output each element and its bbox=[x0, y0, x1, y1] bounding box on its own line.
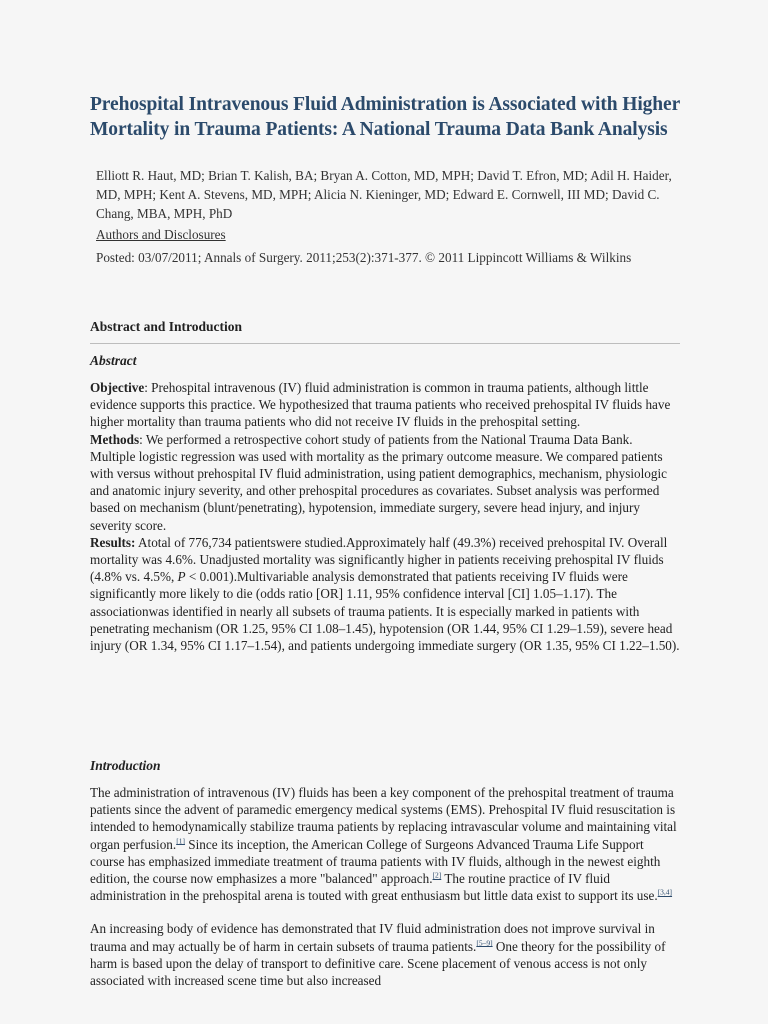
article-title: Prehospital Intravenous Fluid Administration is Associated with Higher Mortality in Trauma Patients: A National Trauma Data Bank Analysis bbox=[90, 94, 680, 140]
intro-p1-text-c: The routine practice of IV fluid administration in the prehospital arena is touted with great enthusiasm but little data exist to support its use. bbox=[90, 871, 658, 904]
methods-label: Methods bbox=[90, 431, 140, 447]
abstract-results bbox=[90, 534, 680, 654]
intro-p1-text-a: The administration of intravenous (IV) fluids has been a key component of the prehospital treatment of trauma patients since the advent of paramedic emergency medical systems (EMS). Prehospital IV fluid resuscitation is intended to hemodynamically stabilize trauma patients by replacing intravascular volume and maintaining vital organ perfusion. bbox=[90, 785, 677, 852]
intro-paragraph-2 bbox=[90, 920, 680, 989]
publication-info: Posted: 03/07/2011; Annals of Surgery. 2011;253(2):371-377. © 2011 Lippincott Williams & Wilkins bbox=[96, 250, 632, 265]
section-divider bbox=[90, 343, 680, 344]
introduction-body bbox=[90, 784, 680, 1005]
reference-link-1[interactable]: [1] bbox=[176, 836, 185, 846]
results-text-part2: < 0.001).Multivariable analysis demonstrated that patients receiving IV fluids were significantly more likely to die (odds ratio [OR] 1.11, 95% confidence interval [CI] 1.05–1.17). The associationwas identified in nearly all subsets of trauma patients. It is especially marked in patients with penetrating mechanism (OR 1.25, 95% CI 1.08–1.45), hypotension (OR 1.44, 95% CI 1.29–1.59), severe head injury (OR 1.34, 95% CI 1.17–1.54), and patients undergoing immediate surgery (OR 1.35, 95% CI 1.22–1.50). bbox=[90, 569, 680, 654]
intro-p2-text-a: An increasing body of evidence has demonstrated that IV fluid administration does not improve survival in trauma and may actually be of harm in certain subsets of trauma patients. bbox=[90, 921, 655, 954]
objective-label: Objective bbox=[90, 380, 145, 395]
intro-paragraph-1 bbox=[90, 784, 680, 904]
introduction-heading: Introduction bbox=[90, 758, 161, 773]
methods-text: : We performed a retrospective cohort study of patients from the National Trauma Data Bank. Multiple logistic regression was used with mortality as the primary outcome measure. We compared patients with versus without prehospital IV fluid administration, using patient demographics, mechanism, physiologic and anatomic injury severity, and other prehospital procedures as covariates. Subset analysis was performed based on mechanism (blunt/penetrating), hypotension, immediate surgery, severe head injury, and injury severity score. bbox=[90, 431, 667, 533]
abstract-heading: Abstract bbox=[90, 353, 137, 368]
reference-link-5-9[interactable]: [5–9] bbox=[476, 938, 493, 948]
abstract-objective bbox=[90, 379, 680, 431]
reference-link-3-4[interactable]: [3,4] bbox=[657, 887, 673, 897]
reference-link-2[interactable]: [2] bbox=[432, 870, 442, 880]
abstract-body bbox=[90, 379, 680, 654]
results-label: Results: bbox=[90, 534, 136, 550]
abstract-methods bbox=[90, 431, 680, 534]
authors-disclosures-link[interactable]: Authors and Disclosures bbox=[96, 227, 226, 242]
intro-p2-text-b: One theory for the possibility of harm is based upon the delay of transport to definitive care. Scene placement of venous access is not only associated with increased scene time but also increased bbox=[90, 938, 666, 989]
section-heading: Abstract and Introduction bbox=[90, 319, 243, 334]
results-text-part1: Atotal of 776,734 patientswere studied.Approximately half (49.3%) received prehospital IV. Overall mortality was 4.6%. Unadjusted mortality was significantly higher in patients receiving prehospital IV fluids (4.8% vs. 4.5%, bbox=[90, 534, 668, 585]
intro-p1-text-b: Since its inception, the American College of Surgeons Advanced Trauma Life Support course has emphasized immediate treatment of trauma patients with IV fluids, although in the newest eighth edition, the course now emphasizes a more "balanced" approach. bbox=[90, 836, 661, 887]
objective-text: : Prehospital intravenous (IV) fluid administration is common in trauma patients, although little evidence supports this practice. We hypothesized that trauma patients who received prehospital IV fluids have higher mortality than trauma patients who did not receive IV fluids in the prehospital setting. bbox=[90, 380, 671, 430]
author-list: Elliott R. Haut, MD; Brian T. Kalish, BA; Bryan A. Cotton, MD, MPH; David T. Efron, MD; Adil H. Haider, MD, MPH; Kent A. Stevens, MD, MPH; Alicia N. Kieninger, MD; Edward E. Cornwell, III MD; David C. Chang, MBA, MPH, PhD bbox=[96, 168, 672, 221]
results-p-symbol: P bbox=[177, 569, 186, 585]
